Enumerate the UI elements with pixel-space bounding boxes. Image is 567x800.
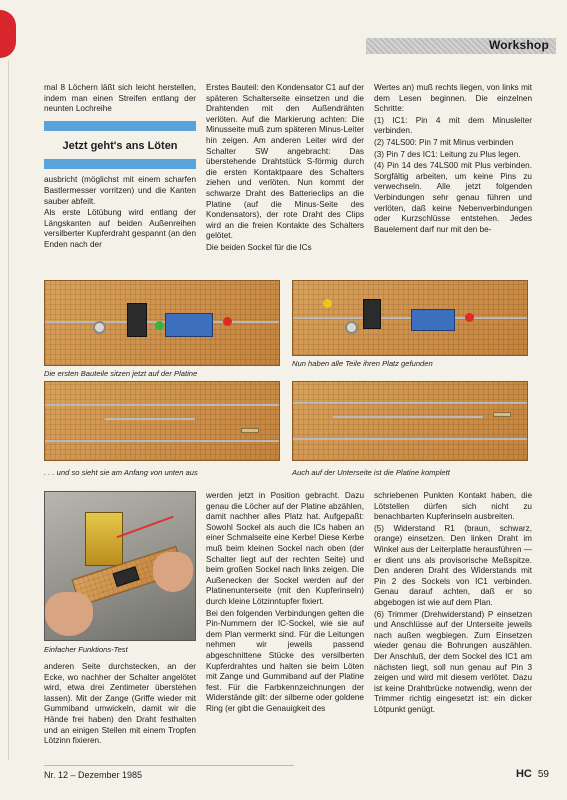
section-heading: Jetzt geht's ans Löten [62,139,178,152]
led-red [465,313,474,322]
column-2-top [206,83,364,255]
magazine-logo: HC [515,768,532,780]
paragraph: ausbricht (möglichst mit einem scharfen Bastlermesser vorritzen) und die Kanten sauber abfeilt. [44,175,196,206]
paragraph: werden jetzt in Position gebracht. Dazu genau die Löcher auf der Platine abzählen, damit nachher alles Platz hat. Aufgepaßt: Sowohl Sockel als auch die ICs haben an einer Schmalseite eine Kerbe! Diese Kerbe muß beim kleinen Sockel nach oben (der Schalter liegt auf der rechten Seite) und beim großen Sockel nach links zeigen. Die Außenecken der Sockel werden auf der Platinenunterseite (mit den Kupferinseln) durch kleine Lötzinntupfer fixiert. [206,491,364,606]
margin-line [8,60,9,760]
ic-chip [363,299,381,329]
page-footer [516,768,549,780]
paragraph: Die beiden Sockel für die ICs [206,242,312,252]
paragraph: Bei den folgenden Verbindungen gelten die Pin-Nummern der IC-Sockel, wie sie auf dem Plan vermerkt sind. Für die Leitungen nehmen wir jeweils passend abgeschnittene Stücke des versilberten Kupferdrahtes und halten sie beim Löten mit Zange und Gummiband auf der Platine fest. Für die Farbkennzeichnungen der Widerstände gilt: der silberne oder goldene Ring (er gibt die Genauigkeit des [206,608,364,713]
photo-caption: Einfacher Funktions-Test [44,645,128,654]
trimmer [345,321,358,334]
section-title: Workshop [488,38,549,52]
column-2-bottom [206,491,364,715]
capacitor [493,412,511,417]
column-1-top [44,83,196,252]
photo-board-top-complete [292,280,528,356]
wire [293,402,528,404]
led-yellow [323,299,332,308]
column-3-bottom [374,491,532,716]
wire [45,404,280,406]
step-5: (5) Widerstand R1 (braun, schwarz, orange) einsetzen. Den linken Draht im Winkel aus der Leiterplatte herausführen — er dient uns als provisorische Meßspitze. Den anderen Draht des Widerstands mit Pin 2 des Sockels von IC1 verbinden. Genau darauf achten, daß er so abgebogen ist wie auf dem Plan. [374,523,532,607]
accent-stripe [44,159,196,169]
photo-caption: . . . und so sieht sie am Anfang von unten aus [44,468,198,477]
paragraph: mal 8 Löchern läßt sich leicht herstellen, indem man einen Streifen entlang der neunten Lochreihe [44,83,196,114]
step-1: (1) IC1: Pin 4 mit dem Minusleiter verbinden. [374,115,532,136]
ic-chip [127,303,147,337]
ic-chip [113,566,140,587]
wire [105,418,195,420]
step-6: (6) Trimmer (Drehwiderstand) P einsetzen und Anschlüsse auf der Unterseite jeweils nach außen wegbiegen. Zum Einsetzen wieder genau die Bohrungen auszählen. Der Anschluß, der dem Sockel des IC1 am nächsten liegt, soll nun genau auf Pin 3 zeigen und wird mit diesem verlötet. Dazu ist keine Drahtbrücke notwendig, wenn der Trimmer richtig eingesetzt ist: ein dicker Lötpunkt genügt. [374,609,532,714]
ic-socket [165,313,213,337]
photo-board-bottom-complete [292,381,528,461]
paragraph: Wertes an) muß rechts liegen, von links mit dem Lesen beginnen. Die einzelnen Schritte: [374,83,532,114]
paragraph: Erstes Bauteil: den Kondensator C1 auf der späteren Schalterseite einsetzen und die Drahtenden mit den Außendrähten verlöten. Auf die Markierung achten: Die Minusseite muß zum späteren Minus-Leiter hin zeigen. Am anderen Leiter wird der Schalter SW angebracht: Das überstehende Drahtstück S-förmig durch die ersten Kontaktpaare des Schalters ziehen und verlöten. Nun kommt der schwarze Draht des Batterieclips an die Platine (auf die Minus-Seite des Kondensators), der rote Draht des Clips wird an die freien Kontakte des Schalters gelötet. [206,83,364,241]
photo-caption: Die ersten Bauteile sitzen jetzt auf der Platine [44,369,198,378]
step-4: (4) Pin 14 des 74LS00 mit Plus verbinden. Sorgfältig arbeiten, um keine Pins zu verwechseln. Alle jetzt folgenden Verbindungen sehr genau führen und verlöten, daß keine Nebenverbindungen oder Kurzschlüsse entstehen. Jedes Bauelement darf nur mit den be- [374,161,532,234]
led-red [223,317,232,326]
led-green [155,321,164,330]
hand [45,592,93,636]
battery [85,512,123,566]
paragraph: Als erste Lötübung wird entlang der Längskanten auf beiden Außenreihen versilberter Kupferdraht gespannt (an den Enden nach der [44,208,196,249]
capacitor [241,428,259,433]
page-number: 59 [537,769,549,780]
wire [333,416,483,418]
footer-rule [44,765,294,766]
step-3: (3) Pin 7 des IC1: Leitung zu Plus legen. [374,149,521,159]
column-3-top [374,83,532,236]
photo-caption: Nun haben alle Teile ihren Platz gefunden [292,359,433,368]
wire-red [116,516,173,538]
accent-stripe [44,121,196,131]
photo-caption: Auch auf der Unterseite ist die Platine komplett [292,468,450,477]
issue-date: Nr. 12 – Dezember 1985 [44,770,143,780]
step-2: (2) 74LS00: Pin 7 mit Minus verbinden [374,137,514,147]
wire [45,440,280,442]
trimmer [93,321,106,334]
red-edge-tab [0,10,16,58]
photo-board-bottom-early [44,381,280,461]
paragraph: schriebenen Punkten Kontakt haben, die Lötstellen dürfen sich nicht zu benachbarten Kupferinseln ausbreiten. [374,491,532,522]
photo-function-test [44,491,196,641]
hand [153,552,193,592]
column-1-bottom [44,662,196,748]
wire [293,438,528,440]
photo-board-top-early [44,280,280,366]
ic-socket [411,309,455,331]
paragraph: anderen Seite durchstecken, an der Ecke, wo nachher der Schalter angelötet wird, etwa drei Zentimeter überstehen lassen). Mit der Zange (Griffe wieder mit Gummiband umwickeln, damit wir die Hände frei haben) den Draht festhalten und an einigen Stellen mit einem Tropfen Lötzinn fixieren. [44,662,196,746]
